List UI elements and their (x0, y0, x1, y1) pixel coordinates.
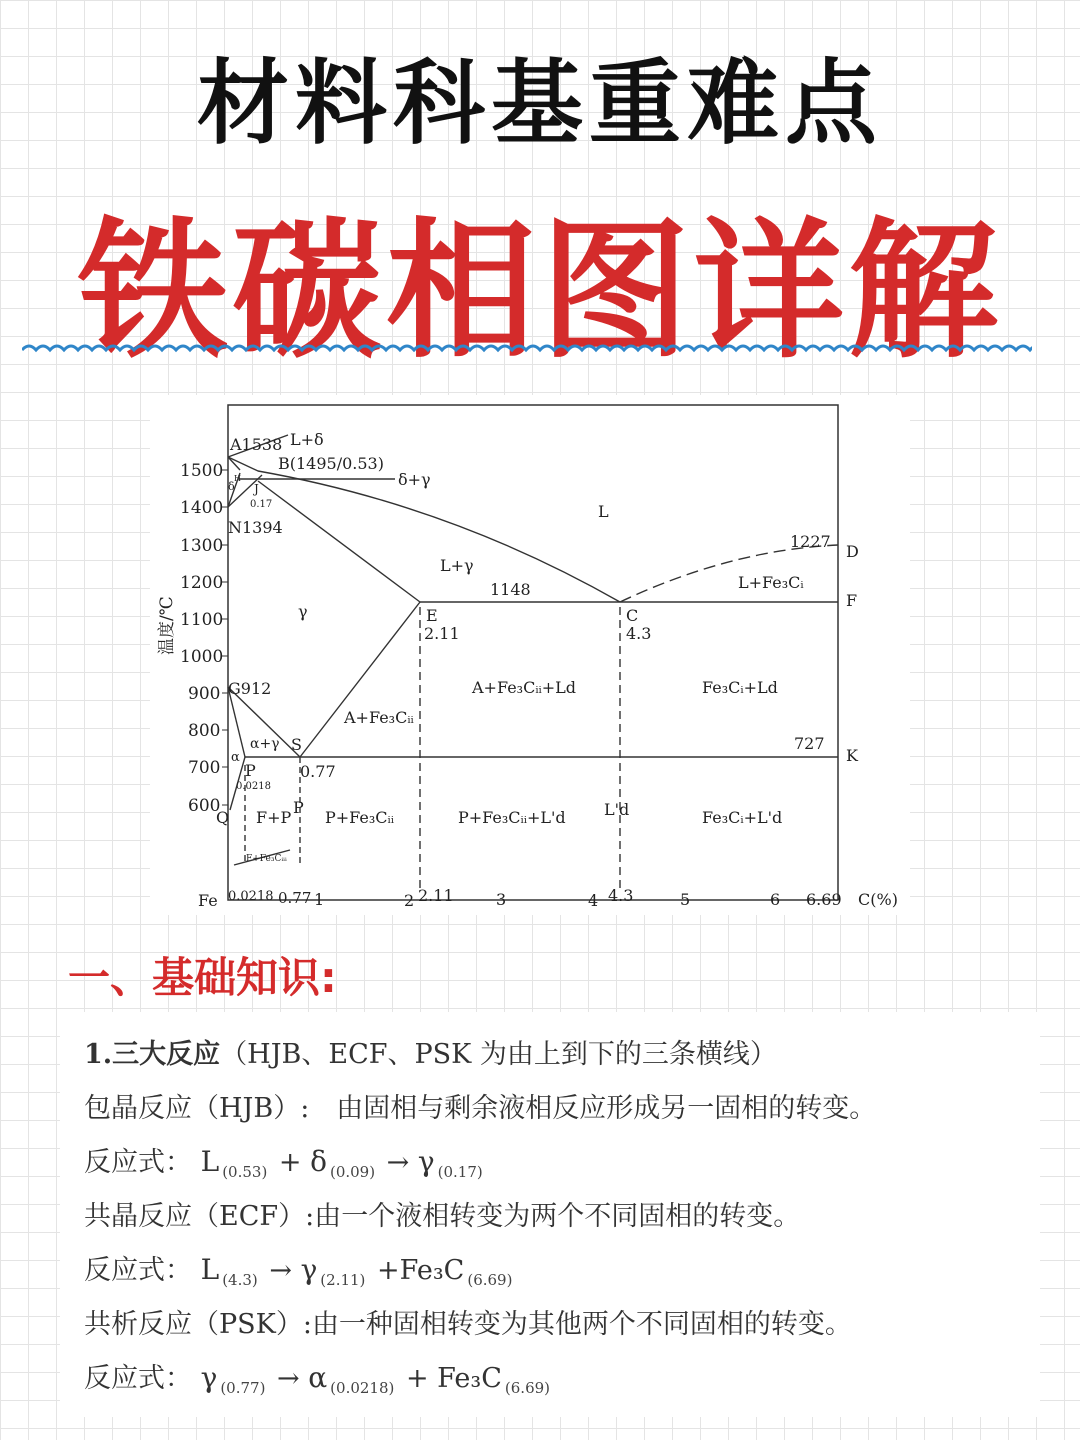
region-alpha-gamma: α+γ (250, 736, 280, 752)
region-gamma: γ (298, 602, 308, 621)
region-L: L (598, 502, 609, 521)
y-axis-label: 温度/℃ (157, 596, 177, 655)
eutectic-temp: 1148 (490, 580, 531, 599)
line-eutectic (84, 1194, 800, 1233)
region-A-Fe3CII: A+Fe₃Cᵢᵢ (344, 708, 414, 727)
formula-label: 反应式： (84, 1147, 192, 1178)
point-J: J (254, 482, 259, 496)
formula-term: γ (300, 1253, 318, 1286)
x-tick: 4 (588, 891, 599, 910)
wave-divider (22, 342, 1032, 358)
formula-sub: (2.11) (320, 1271, 366, 1289)
y-tick: 800 (188, 721, 221, 741)
region-L-Fe3CI: L+Fe₃Cᵢ (738, 573, 804, 592)
formula-term: γ (417, 1145, 435, 1178)
point-C: C (626, 606, 639, 625)
y-tick: 1500 (180, 461, 224, 481)
formula-sub: (0.53) (222, 1163, 268, 1181)
x-tick: C(%) (858, 890, 898, 909)
region-F-P: F+P (256, 808, 292, 827)
region-Fe3CI-Ld: Fe₃Cᵢ+Ld (702, 678, 778, 697)
point-C-val: 4.3 (626, 624, 652, 643)
region-alpha: α (231, 750, 240, 765)
point-S-val: 0.77 (300, 762, 336, 781)
line-rest: 由一种固相转变为其他两个不同固相的转变。 (311, 1309, 852, 1340)
liquidus-CD (620, 545, 838, 602)
arrow-icon: → (269, 1255, 292, 1286)
y-tick: 1400 (180, 498, 224, 518)
point-F: F (846, 591, 858, 610)
point-N: N1394 (228, 518, 283, 537)
x-tick: Fe (198, 891, 218, 910)
section-heading: 一、基础知识: (68, 953, 337, 1002)
x-tick: 6.69 (806, 890, 842, 909)
formula-term: δ (310, 1145, 327, 1178)
formula-label: 反应式： (84, 1255, 192, 1286)
point-P2: P (293, 798, 304, 817)
line-rest: （HJB、ECF、PSK 为由上到下的三条横线） (220, 1039, 777, 1070)
line-rest: 由固相与剩余液相反应形成另一固相的转变。 (309, 1093, 877, 1124)
region-L-delta: L+δ (290, 430, 324, 449)
point-D: D (846, 542, 859, 561)
eutectoid-temp: 727 (794, 734, 825, 753)
formula-sub: (0.17) (437, 1163, 483, 1181)
x-tick: 6 (770, 890, 781, 909)
y-tick: 1200 (180, 573, 224, 593)
line-reactions (84, 1032, 777, 1071)
point-P-val: 0.0218 (236, 781, 271, 792)
x-tick: 2.11 (418, 886, 454, 905)
page-title: 材料科基重难点 (196, 50, 883, 157)
formula-sub: (6.69) (467, 1271, 513, 1289)
arrow-icon: → (277, 1363, 300, 1394)
formula-sub: (4.3) (222, 1271, 258, 1289)
formula-term: + Fe₃C (405, 1363, 502, 1394)
line-main: 包晶反应（HJB）: (84, 1093, 310, 1124)
line-eutectic-formula (84, 1248, 515, 1289)
formula-term: γ (200, 1361, 218, 1394)
y-tick: 900 (188, 684, 221, 704)
formula-sub: (6.69) (504, 1379, 551, 1397)
phase-diagram-svg (150, 395, 910, 915)
y-tick: 1300 (180, 536, 224, 556)
line-eutectoid (84, 1302, 852, 1341)
line-rest: 由一个液相转变为两个不同固相的转变。 (314, 1201, 801, 1232)
formula-plus: + (278, 1147, 302, 1178)
region-Ld-prime: L'd (604, 800, 630, 819)
point-K: K (846, 746, 858, 765)
region-A-Fe3CII-Ld: A+Fe₃Cᵢᵢ+Ld (472, 678, 577, 697)
point-P: P (245, 761, 256, 780)
line-eutectoid-formula (84, 1356, 553, 1397)
region-P-Fe3CII-Ld: P+Fe₃Cᵢᵢ+L'd (458, 808, 566, 827)
line-main: 共析反应（PSK）: (84, 1309, 312, 1340)
point-D-temp: 1227 (790, 532, 831, 551)
point-J-val: 0.17 (250, 499, 273, 510)
region-delta: δ (228, 480, 235, 493)
point-S: S (291, 735, 302, 754)
point-B: B(1495/0.53) (278, 454, 384, 473)
formula-term: L (200, 1145, 220, 1178)
y-ticks (180, 461, 223, 816)
formula-label: 反应式： (84, 1363, 192, 1394)
formula-sub: (0.0218) (330, 1379, 395, 1397)
region-L-gamma: L+γ (440, 556, 474, 575)
y-tick: 700 (188, 758, 221, 778)
point-G: G912 (228, 679, 272, 698)
y-tick: 600 (188, 796, 221, 816)
region-delta-gamma: δ+γ (398, 470, 431, 489)
point-E-val: 2.11 (424, 624, 460, 643)
formula-term: +Fe₃C (377, 1255, 465, 1286)
y-tick: 1100 (180, 610, 224, 630)
fe-c-phase-diagram (150, 395, 910, 915)
region-Fe3CI-Ld-prime: Fe₃Cᵢ+L'd (702, 808, 783, 827)
point-H: H (234, 474, 241, 483)
line-main: 1.三大反应 (84, 1039, 221, 1070)
x-tick: 1 (314, 890, 325, 909)
point-A: A1538 (230, 435, 283, 454)
formula-sub: (0.09) (329, 1163, 376, 1181)
x-tick: 0.0218 (228, 889, 274, 904)
arrow-icon: → (386, 1147, 410, 1178)
y-tick: 1000 (180, 647, 224, 667)
line-peritectic (84, 1086, 876, 1125)
x-tick: 0.77 (278, 889, 312, 907)
region-P-Fe3CII: P+Fe₃Cᵢᵢ (325, 808, 394, 827)
point-E: E (426, 606, 438, 625)
formula-sub: (0.77) (220, 1379, 266, 1397)
page-subtitle: 铁碳相图详解 (77, 205, 1002, 379)
region-F-Fe3CIII: F+Fe₃Cᵢᵢᵢ (246, 854, 287, 864)
line-peritectic-formula (84, 1140, 486, 1181)
formula-term: α (308, 1361, 328, 1394)
x-tick: 3 (496, 890, 507, 909)
x-tick: 4.3 (608, 886, 634, 905)
formula-term: L (200, 1253, 220, 1286)
x-tick: 5 (680, 890, 691, 909)
line-main: 共晶反应（ECF）: (84, 1201, 315, 1232)
knowledge-panel (60, 1012, 1040, 1417)
point-Q: Q (216, 808, 230, 827)
x-tick: 2 (404, 891, 415, 910)
